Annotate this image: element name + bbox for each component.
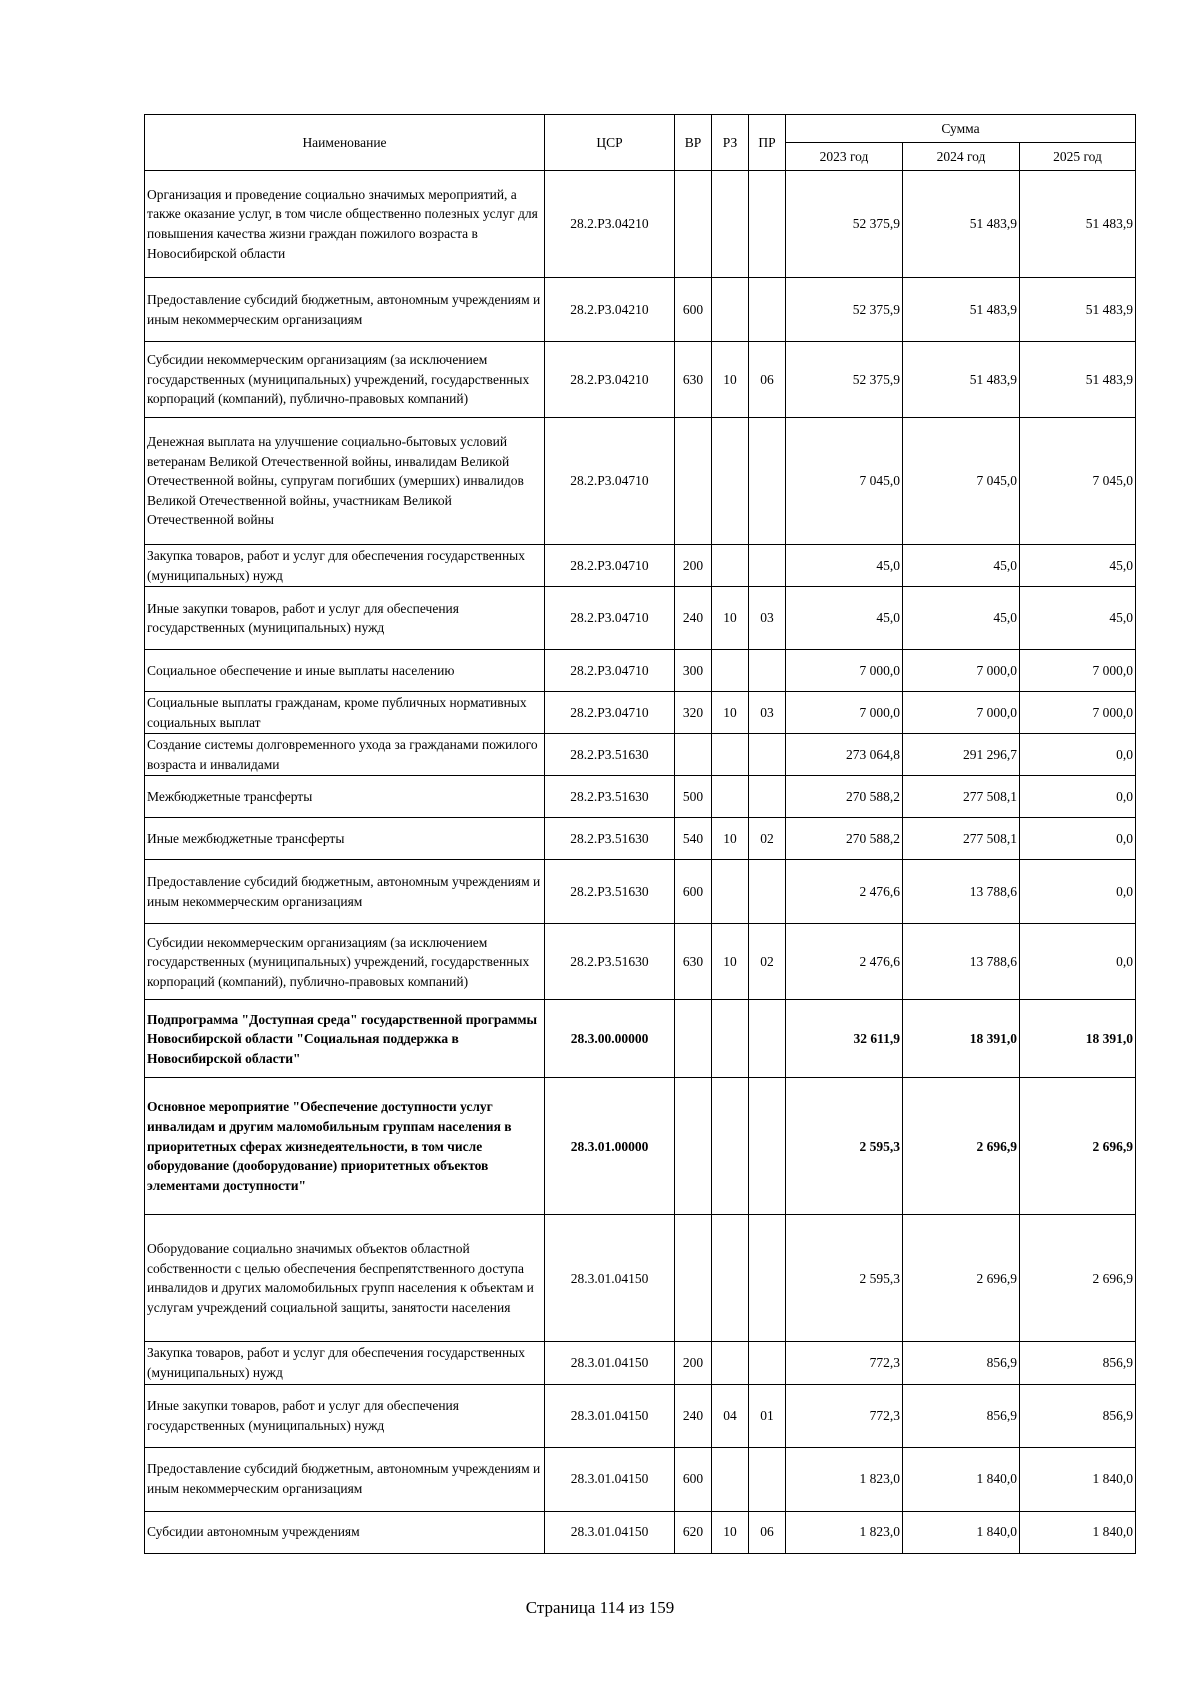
cell-2025: 7 045,0 <box>1020 418 1136 545</box>
table-row <box>145 1511 1136 1553</box>
cell-name: Организация и проведение социально значимых мероприятий, а также оказание услуг, в том числе общественно полезных услуг для повышения качества жизни граждан пожилого возраста в Новосибирской области <box>145 171 545 278</box>
table-row <box>145 692 1136 734</box>
cell-2024: 7 045,0 <box>903 418 1020 545</box>
cell-pr: 03 <box>749 692 786 734</box>
cell-name: Иные межбюджетные трансферты <box>145 818 545 860</box>
cell-csr: 28.2.Р3.04710 <box>545 418 675 545</box>
cell-vr <box>675 1215 712 1342</box>
cell-2024: 51 483,9 <box>903 342 1020 418</box>
cell-rz: 10 <box>712 587 749 650</box>
cell-vr: 600 <box>675 860 712 924</box>
cell-2025: 1 840,0 <box>1020 1511 1136 1553</box>
table-row <box>145 171 1136 278</box>
cell-2024: 2 696,9 <box>903 1215 1020 1342</box>
cell-csr: 28.2.Р3.04210 <box>545 278 675 342</box>
cell-2025: 2 696,9 <box>1020 1215 1136 1342</box>
table-row <box>145 1215 1136 1342</box>
cell-rz: 10 <box>712 1511 749 1553</box>
cell-pr <box>749 418 786 545</box>
cell-rz <box>712 734 749 776</box>
cell-pr <box>749 1342 786 1384</box>
table-row <box>145 1384 1136 1447</box>
cell-csr: 28.2.Р3.04710 <box>545 545 675 587</box>
cell-2023: 2 595,3 <box>786 1078 903 1215</box>
cell-2025: 51 483,9 <box>1020 278 1136 342</box>
cell-vr <box>675 171 712 278</box>
cell-rz: 04 <box>712 1384 749 1447</box>
cell-vr: 300 <box>675 650 712 692</box>
cell-pr <box>749 1447 786 1511</box>
table-row <box>145 418 1136 545</box>
cell-2025: 7 000,0 <box>1020 692 1136 734</box>
cell-csr: 28.2.Р3.04210 <box>545 171 675 278</box>
cell-rz <box>712 650 749 692</box>
cell-pr <box>749 860 786 924</box>
table-row <box>145 545 1136 587</box>
cell-2023: 7 000,0 <box>786 692 903 734</box>
cell-2024: 1 840,0 <box>903 1511 1020 1553</box>
page-number: Страница 114 из 159 <box>525 1598 675 1617</box>
cell-2025: 0,0 <box>1020 776 1136 818</box>
cell-2023: 7 045,0 <box>786 418 903 545</box>
cell-rz <box>712 1215 749 1342</box>
header-csr: ЦСР <box>545 115 675 171</box>
table-body <box>145 171 1136 1554</box>
cell-2023: 270 588,2 <box>786 776 903 818</box>
cell-name: Субсидии некоммерческим организациям (за исключением государственных (муниципальных) учреждений, государственных корпораций (компаний), публично-правовых компаний) <box>145 342 545 418</box>
cell-2025: 1 840,0 <box>1020 1447 1136 1511</box>
table-row <box>145 650 1136 692</box>
cell-rz <box>712 1342 749 1384</box>
cell-pr: 01 <box>749 1384 786 1447</box>
cell-pr: 02 <box>749 924 786 1000</box>
cell-pr <box>749 650 786 692</box>
cell-csr: 28.2.Р3.51630 <box>545 924 675 1000</box>
cell-2024: 45,0 <box>903 545 1020 587</box>
cell-2023: 45,0 <box>786 587 903 650</box>
cell-csr: 28.2.Р3.51630 <box>545 818 675 860</box>
cell-2023: 32 611,9 <box>786 1000 903 1078</box>
cell-csr: 28.2.Р3.51630 <box>545 860 675 924</box>
cell-vr: 620 <box>675 1511 712 1553</box>
cell-2023: 2 476,6 <box>786 924 903 1000</box>
cell-name: Предоставление субсидий бюджетным, автономным учреждениям и иным некоммерческим организациям <box>145 860 545 924</box>
table-row <box>145 1342 1136 1384</box>
cell-vr <box>675 1078 712 1215</box>
cell-pr: 03 <box>749 587 786 650</box>
cell-2024: 51 483,9 <box>903 278 1020 342</box>
table-row <box>145 342 1136 418</box>
cell-vr: 200 <box>675 1342 712 1384</box>
cell-name: Социальные выплаты гражданам, кроме публичных нормативных социальных выплат <box>145 692 545 734</box>
cell-name: Предоставление субсидий бюджетным, автономным учреждениям и иным некоммерческим организациям <box>145 1447 545 1511</box>
cell-2023: 270 588,2 <box>786 818 903 860</box>
header-pr: ПР <box>749 115 786 171</box>
cell-pr <box>749 734 786 776</box>
cell-csr: 28.3.01.04150 <box>545 1511 675 1553</box>
cell-rz <box>712 545 749 587</box>
cell-vr: 240 <box>675 587 712 650</box>
cell-name: Социальное обеспечение и иные выплаты населению <box>145 650 545 692</box>
cell-2025: 0,0 <box>1020 818 1136 860</box>
cell-name: Иные закупки товаров, работ и услуг для обеспечения государственных (муниципальных) нужд <box>145 587 545 650</box>
cell-2023: 273 064,8 <box>786 734 903 776</box>
cell-vr <box>675 418 712 545</box>
cell-2024: 13 788,6 <box>903 860 1020 924</box>
cell-csr: 28.2.Р3.51630 <box>545 734 675 776</box>
cell-2025: 0,0 <box>1020 860 1136 924</box>
cell-vr: 500 <box>675 776 712 818</box>
cell-2024: 856,9 <box>903 1342 1020 1384</box>
cell-pr: 02 <box>749 818 786 860</box>
cell-2024: 13 788,6 <box>903 924 1020 1000</box>
cell-csr: 28.3.01.04150 <box>545 1342 675 1384</box>
header-sum: Сумма <box>786 115 1136 143</box>
cell-name: Субсидии некоммерческим организациям (за исключением государственных (муниципальных) учреждений, государственных корпораций (компаний), публично-правовых компаний) <box>145 924 545 1000</box>
cell-2024: 277 508,1 <box>903 818 1020 860</box>
cell-2023: 45,0 <box>786 545 903 587</box>
cell-2025: 18 391,0 <box>1020 1000 1136 1078</box>
cell-name: Подпрограмма "Доступная среда" государственной программы Новосибирской области "Социальная поддержка в Новосибирской области" <box>145 1000 545 1078</box>
cell-2025: 7 000,0 <box>1020 650 1136 692</box>
cell-name: Оборудование социально значимых объектов областной собственности с целью обеспечения беспрепятственного доступа инвалидов и других маломобильных групп населения к объектам и услугам учреждений социальной защиты, занятости населения <box>145 1215 545 1342</box>
cell-csr: 28.2.Р3.04710 <box>545 692 675 734</box>
cell-2024: 1 840,0 <box>903 1447 1020 1511</box>
cell-2024: 856,9 <box>903 1384 1020 1447</box>
cell-name: Закупка товаров, работ и услуг для обеспечения государственных (муниципальных) нужд <box>145 1342 545 1384</box>
cell-csr: 28.2.Р3.04710 <box>545 650 675 692</box>
cell-name: Создание системы долговременного ухода за гражданами пожилого возраста и инвалидами <box>145 734 545 776</box>
cell-vr <box>675 1000 712 1078</box>
cell-csr: 28.3.01.04150 <box>545 1384 675 1447</box>
cell-vr: 540 <box>675 818 712 860</box>
header-rz: РЗ <box>712 115 749 171</box>
cell-csr: 28.3.01.00000 <box>545 1078 675 1215</box>
cell-name: Субсидии автономным учреждениям <box>145 1511 545 1553</box>
cell-vr: 600 <box>675 278 712 342</box>
table-row <box>145 587 1136 650</box>
cell-vr <box>675 734 712 776</box>
cell-2024: 51 483,9 <box>903 171 1020 278</box>
cell-csr: 28.2.Р3.04210 <box>545 342 675 418</box>
table-row <box>145 776 1136 818</box>
cell-rz: 10 <box>712 342 749 418</box>
cell-2025: 2 696,9 <box>1020 1078 1136 1215</box>
table-row <box>145 1078 1136 1215</box>
cell-2024: 7 000,0 <box>903 650 1020 692</box>
header-vr: ВР <box>675 115 712 171</box>
cell-2025: 51 483,9 <box>1020 342 1136 418</box>
cell-pr <box>749 1078 786 1215</box>
cell-rz <box>712 1078 749 1215</box>
cell-2025: 45,0 <box>1020 587 1136 650</box>
cell-pr <box>749 278 786 342</box>
cell-vr: 630 <box>675 924 712 1000</box>
cell-2025: 856,9 <box>1020 1384 1136 1447</box>
cell-vr: 200 <box>675 545 712 587</box>
header-year-2023: 2023 год <box>786 143 903 171</box>
cell-pr <box>749 1000 786 1078</box>
cell-rz <box>712 171 749 278</box>
cell-rz <box>712 1447 749 1511</box>
cell-pr <box>749 545 786 587</box>
cell-vr: 240 <box>675 1384 712 1447</box>
cell-2025: 0,0 <box>1020 924 1136 1000</box>
cell-2024: 18 391,0 <box>903 1000 1020 1078</box>
cell-pr <box>749 171 786 278</box>
cell-rz <box>712 418 749 545</box>
cell-rz: 10 <box>712 692 749 734</box>
cell-rz: 10 <box>712 924 749 1000</box>
cell-rz: 10 <box>712 818 749 860</box>
header-name: Наименование <box>145 115 545 171</box>
cell-2024: 277 508,1 <box>903 776 1020 818</box>
cell-2023: 7 000,0 <box>786 650 903 692</box>
cell-2023: 1 823,0 <box>786 1447 903 1511</box>
table-row <box>145 1447 1136 1511</box>
cell-rz <box>712 278 749 342</box>
cell-2023: 52 375,9 <box>786 278 903 342</box>
cell-pr: 06 <box>749 1511 786 1553</box>
cell-pr <box>749 1215 786 1342</box>
cell-vr: 600 <box>675 1447 712 1511</box>
cell-2023: 772,3 <box>786 1384 903 1447</box>
cell-2024: 2 696,9 <box>903 1078 1020 1215</box>
cell-2025: 51 483,9 <box>1020 171 1136 278</box>
cell-2023: 52 375,9 <box>786 171 903 278</box>
table-row <box>145 924 1136 1000</box>
cell-name: Межбюджетные трансферты <box>145 776 545 818</box>
cell-csr: 28.3.01.04150 <box>545 1447 675 1511</box>
cell-csr: 28.2.Р3.51630 <box>545 776 675 818</box>
cell-2024: 45,0 <box>903 587 1020 650</box>
cell-name: Основное мероприятие "Обеспечение доступности услуг инвалидам и другим маломобильным группам населения в приоритетных сферах жизнедеятельности, в том числе оборудование (дооборудование) приоритетных объектов элементами доступности" <box>145 1078 545 1215</box>
header-year-2025: 2025 год <box>1020 143 1136 171</box>
table-row <box>145 278 1136 342</box>
cell-2023: 2 595,3 <box>786 1215 903 1342</box>
cell-2023: 772,3 <box>786 1342 903 1384</box>
cell-name: Денежная выплата на улучшение социально-бытовых условий ветеранам Великой Отечественной войны, инвалидам Великой Отечественной войны, супругам погибших (умерших) инвалидов Великой Отечественной войны, участникам Великой Отечественной войны <box>145 418 545 545</box>
cell-pr: 06 <box>749 342 786 418</box>
cell-2023: 2 476,6 <box>786 860 903 924</box>
cell-vr: 630 <box>675 342 712 418</box>
cell-2024: 7 000,0 <box>903 692 1020 734</box>
cell-csr: 28.3.00.00000 <box>545 1000 675 1078</box>
cell-csr: 28.2.Р3.04710 <box>545 587 675 650</box>
cell-2025: 45,0 <box>1020 545 1136 587</box>
table-row <box>145 860 1136 924</box>
cell-name: Иные закупки товаров, работ и услуг для обеспечения государственных (муниципальных) нужд <box>145 1384 545 1447</box>
cell-pr <box>749 776 786 818</box>
table-row <box>145 1000 1136 1078</box>
cell-name: Закупка товаров, работ и услуг для обеспечения государственных (муниципальных) нужд <box>145 545 545 587</box>
cell-csr: 28.3.01.04150 <box>545 1215 675 1342</box>
cell-rz <box>712 776 749 818</box>
cell-vr: 320 <box>675 692 712 734</box>
table-row <box>145 734 1136 776</box>
cell-2025: 856,9 <box>1020 1342 1136 1384</box>
header-year-2024: 2024 год <box>903 143 1020 171</box>
cell-2025: 0,0 <box>1020 734 1136 776</box>
cell-rz <box>712 860 749 924</box>
budget-table <box>144 114 1136 1554</box>
cell-rz <box>712 1000 749 1078</box>
cell-2023: 1 823,0 <box>786 1511 903 1553</box>
cell-name: Предоставление субсидий бюджетным, автономным учреждениям и иным некоммерческим организациям <box>145 278 545 342</box>
cell-2024: 291 296,7 <box>903 734 1020 776</box>
table-row <box>145 818 1136 860</box>
cell-2023: 52 375,9 <box>786 342 903 418</box>
